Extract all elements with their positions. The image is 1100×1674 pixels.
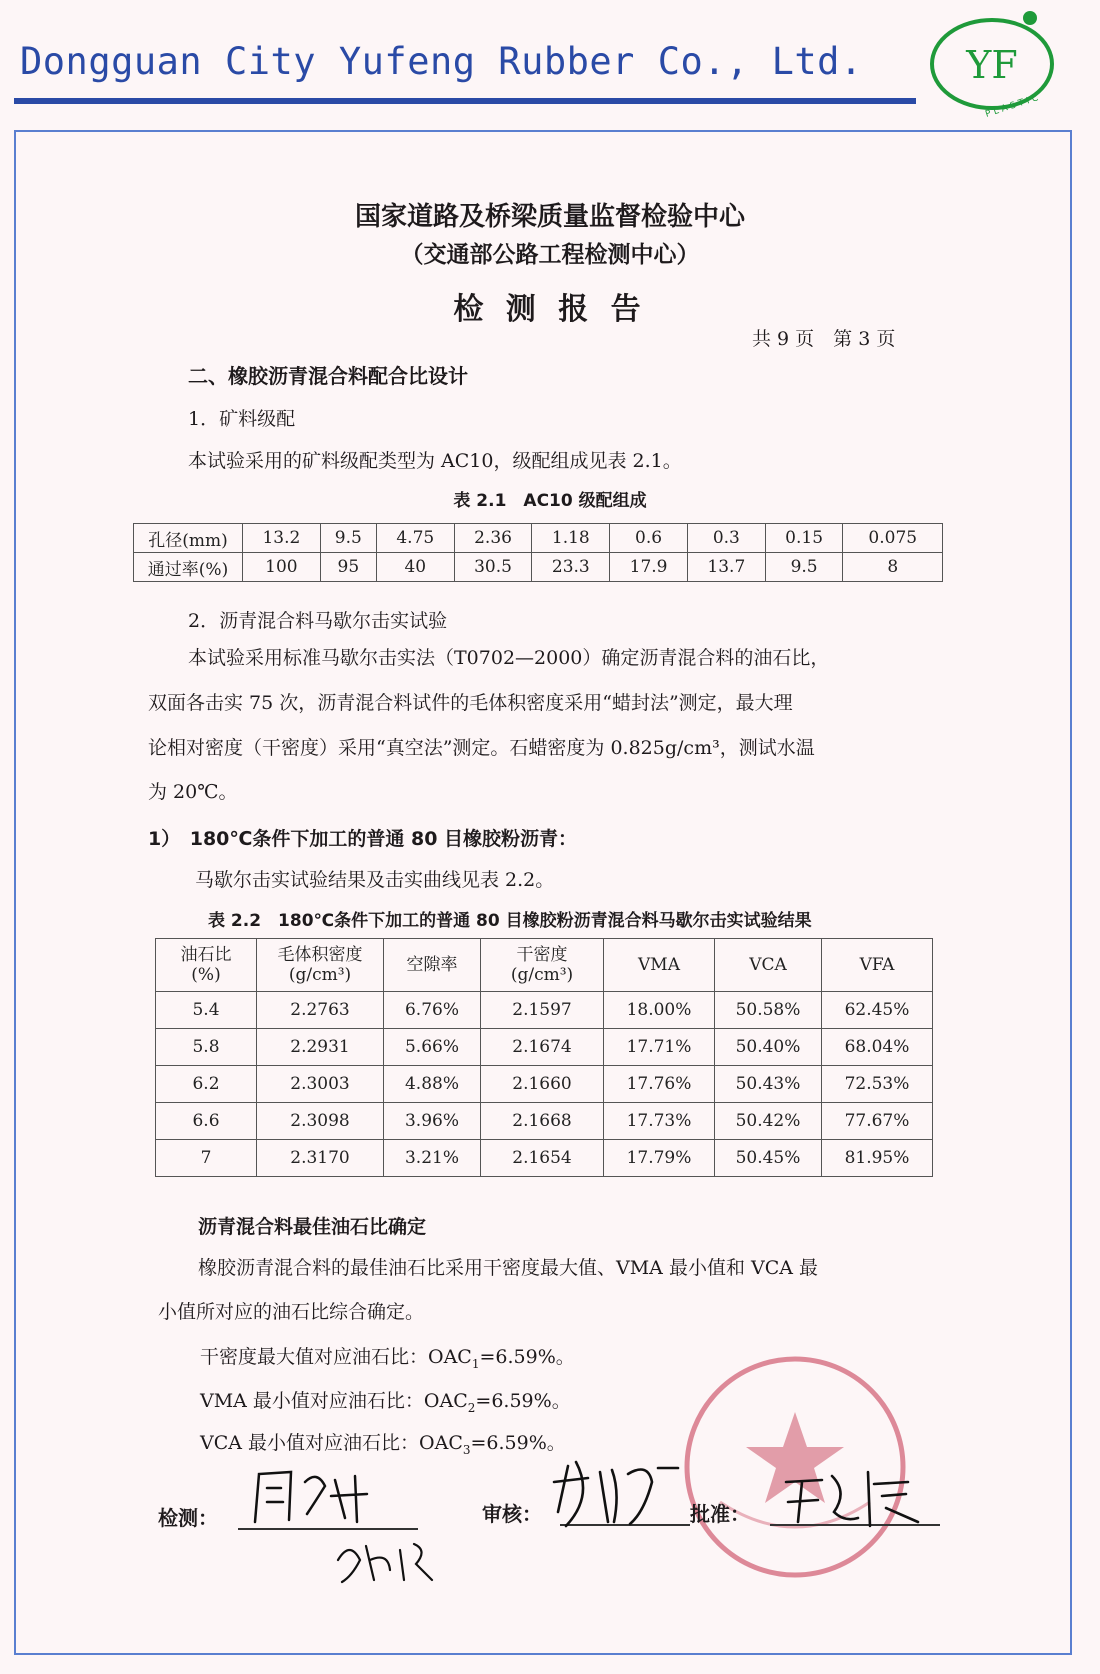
paragraph-line: 小值所对应的油石比综合确定。 xyxy=(158,1301,425,1323)
table-cell: 77.67% xyxy=(822,1103,933,1140)
paragraph-line: 本试验采用标准马歇尔击实法（T0702—2000）确定沥青混合料的油石比， xyxy=(188,647,830,669)
table-cell: 95 xyxy=(320,553,376,582)
table-cell: 2.3170 xyxy=(257,1140,384,1177)
table-cell: 30.5 xyxy=(454,553,532,582)
table-cell: 4.75 xyxy=(376,524,454,553)
table-cell: 2.1668 xyxy=(481,1103,604,1140)
logo-text: YF xyxy=(966,43,1018,87)
table-cell: 9.5 xyxy=(765,553,843,582)
table-cell: 6.76% xyxy=(384,992,481,1029)
table-cell: 23.3 xyxy=(532,553,610,582)
table-cell: 3.96% xyxy=(384,1103,481,1140)
table-cell: 4.88% xyxy=(384,1066,481,1103)
optimum-title: 沥青混合料最佳油石比确定 xyxy=(198,1216,427,1238)
table-header-cell: 空隙率 xyxy=(384,939,481,992)
table-header-cell: 油石比 (%) xyxy=(156,939,257,992)
table1-caption: 表 2.1 AC10 级配组成 xyxy=(453,491,647,511)
table-cell: 9.5 xyxy=(320,524,376,553)
table-row xyxy=(156,1066,933,1103)
table-header-cell: 干密度 (g/cm³) xyxy=(481,939,604,992)
table-cell: 100 xyxy=(243,553,321,582)
table-header-cell: VMA xyxy=(604,939,715,992)
table-cell: 6.6 xyxy=(156,1103,257,1140)
table-cell: 2.1660 xyxy=(481,1066,604,1103)
item-1-heading: 1） 180℃条件下加工的普通 80 目橡胶粉沥青： xyxy=(148,828,578,850)
gradation-table xyxy=(133,523,943,582)
table-row xyxy=(134,553,943,582)
table-cell: 5.8 xyxy=(156,1029,257,1066)
table-cell: 17.73% xyxy=(604,1103,715,1140)
table-row xyxy=(156,992,933,1029)
table-cell: 72.53% xyxy=(822,1066,933,1103)
table-row xyxy=(156,1103,933,1140)
paragraph-line: 双面各击实 75 次，沥青混合料试件的毛体积密度采用“蜡封法”测定，最大理 xyxy=(148,692,793,714)
company-name: Dongguan City Yufeng Rubber Co., Ltd. xyxy=(20,40,863,83)
table-cell: 50.45% xyxy=(715,1140,822,1177)
approver-signature xyxy=(778,1462,938,1532)
table-cell: 50.58% xyxy=(715,992,822,1029)
table-header-cell: VFA xyxy=(822,939,933,992)
subsection-1: 1．矿料级配 xyxy=(188,408,296,430)
org-title: 国家道路及桥梁质量监督检验中心 xyxy=(354,202,745,232)
table-cell: 7 xyxy=(156,1140,257,1177)
reviewer-signature xyxy=(548,1452,688,1532)
table-cell: 50.43% xyxy=(715,1066,822,1103)
org-subtitle: （交通部公路工程检测中心） xyxy=(400,242,700,268)
table-cell: 0.075 xyxy=(843,524,943,553)
table-cell: 17.79% xyxy=(604,1140,715,1177)
table-header-row xyxy=(156,939,933,992)
table-row xyxy=(156,1029,933,1066)
table-cell: 0.15 xyxy=(765,524,843,553)
paragraph-line: 为 20℃。 xyxy=(148,781,238,803)
table-cell: 0.6 xyxy=(610,524,688,553)
header-divider xyxy=(14,98,916,104)
approver-label: 批准： xyxy=(690,1502,750,1526)
report-title: 检 测 报 告 xyxy=(453,292,647,327)
subsection-1-text: 本试验采用的矿料级配类型为 AC10，级配组成见表 2.1。 xyxy=(188,450,682,472)
paragraph-line: 论相对密度（干密度）采用“真空法”测定。石蜡密度为 0.825g/cm³，测试水温 xyxy=(148,737,815,759)
table-cell: 6.2 xyxy=(156,1066,257,1103)
table-cell: 2.2931 xyxy=(257,1029,384,1066)
table-cell: 2.3003 xyxy=(257,1066,384,1103)
table-cell: 0.3 xyxy=(687,524,765,553)
item-1-text: 马歇尔击实试验结果及击实曲线见表 2.2。 xyxy=(195,869,555,891)
marshall-table xyxy=(155,938,933,1177)
logo-subtext: PLASTIC xyxy=(984,92,1043,120)
table-cell: 62.45% xyxy=(822,992,933,1029)
table-cell: 18.00% xyxy=(604,992,715,1029)
table-cell: 17.76% xyxy=(604,1066,715,1103)
table-cell: 5.66% xyxy=(384,1029,481,1066)
table-cell: 2.3098 xyxy=(257,1103,384,1140)
section-title: 二、橡胶沥青混合料配合比设计 xyxy=(188,364,468,388)
table-cell: 17.71% xyxy=(604,1029,715,1066)
oac-line-2: VMA 最小值对应油石比：$OAC_2=6.59\%$。 xyxy=(200,1390,571,1415)
table-cell: 1.18 xyxy=(532,524,610,553)
table-cell: 17.9 xyxy=(610,553,688,582)
table-row-label: 通过率(%) xyxy=(134,553,243,582)
paragraph-line: 橡胶沥青混合料的最佳油石比采用干密度最大值、VMA 最小值和 VCA 最 xyxy=(198,1257,818,1279)
table-cell: 13.2 xyxy=(243,524,321,553)
table-cell: 2.1597 xyxy=(481,992,604,1029)
table-cell: 2.1674 xyxy=(481,1029,604,1066)
table-row-label: 孔径(mm) xyxy=(134,524,243,553)
table-cell: 8 xyxy=(843,553,943,582)
oac-line-3: VCA 最小值对应油石比：$OAC_3=6.59\%$。 xyxy=(200,1432,566,1457)
table-header-cell: 毛体积密度 (g/cm³) xyxy=(257,939,384,992)
table-row xyxy=(134,524,943,553)
table2-caption: 表 2.2 180℃条件下加工的普通 80 目橡胶粉沥青混合料马歇尔击实试验结果 xyxy=(208,911,812,931)
table-row xyxy=(156,1140,933,1177)
table-cell: 5.4 xyxy=(156,992,257,1029)
table-cell: 40 xyxy=(376,553,454,582)
tester-signature-2 xyxy=(330,1530,440,1590)
tester-signature xyxy=(245,1462,395,1532)
table-cell: 2.1654 xyxy=(481,1140,604,1177)
tester-label: 检测： xyxy=(158,1506,218,1530)
reviewer-label: 审核： xyxy=(482,1502,542,1526)
document-frame xyxy=(14,130,1072,1655)
table-cell: 68.04% xyxy=(822,1029,933,1066)
table-cell: 81.95% xyxy=(822,1140,933,1177)
yf-logo xyxy=(922,8,1062,120)
oac-line-1: 干密度最大值对应油石比：$OAC_1=6.59\%$。 xyxy=(200,1346,575,1371)
page-info: 共 9 页 第 3 页 xyxy=(752,328,896,350)
table-cell: 50.42% xyxy=(715,1103,822,1140)
subsection-2: 2．沥青混合料马歇尔击实试验 xyxy=(188,610,448,632)
table-cell: 2.2763 xyxy=(257,992,384,1029)
table-cell: 50.40% xyxy=(715,1029,822,1066)
table-header-cell: VCA xyxy=(715,939,822,992)
table-cell: 3.21% xyxy=(384,1140,481,1177)
table-cell: 2.36 xyxy=(454,524,532,553)
table-cell: 13.7 xyxy=(687,553,765,582)
